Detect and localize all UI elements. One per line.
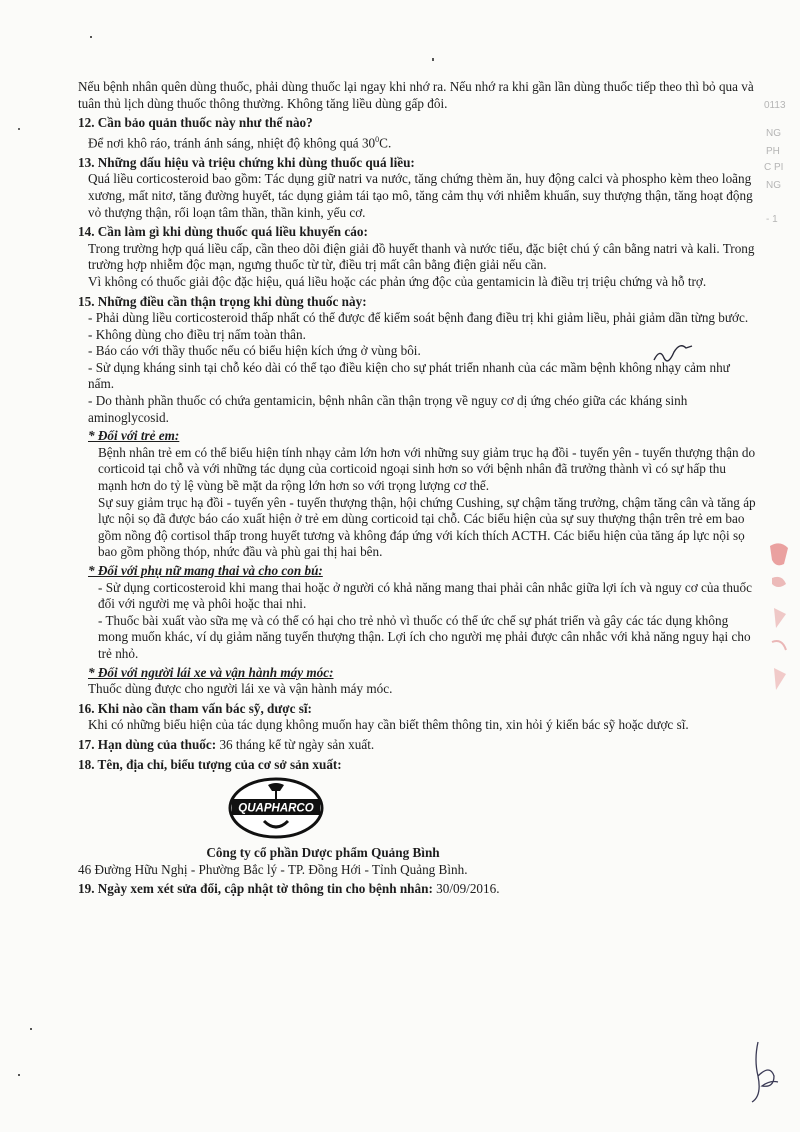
section-12-text: Để nơi khô ráo, tránh ánh sáng, nhiệt độ không quá $30^0C$. xyxy=(88,134,392,151)
section-17-line: 17. Hạn dùng của thuốc: 36 tháng kể từ ngày sản xuất. xyxy=(78,736,375,752)
scan-speck xyxy=(18,128,20,130)
edge-fragment: PH xyxy=(766,146,780,157)
section-16-heading: 16. Khi nào cần tham vấn bác sỹ, dược sĩ: xyxy=(78,700,312,716)
edge-fragment: C PI xyxy=(764,162,784,173)
section-15-heading: 15. Những điều cần thận trọng khi dùng thuốc này: xyxy=(78,293,367,309)
section-19-line: 19. Ngày xem xét sửa đổi, cập nhật tờ thông tin cho bệnh nhân: 30/09/2016. xyxy=(78,881,500,897)
handwritten-signature xyxy=(744,1036,784,1106)
handwritten-initial-mark xyxy=(650,338,696,368)
section-18-heading: 18. Tên, địa chỉ, biểu tượng của cơ sở sản xuất: xyxy=(78,756,342,772)
company-address: 46 Đường Hữu Nghị - Phường Bắc lý - TP. Đồng Hới - Tỉnh Quảng Bình. xyxy=(78,861,468,877)
section-16-text: Khi có những biểu hiện của tác dụng không muốn hay cần biết thêm thông tin, xin hỏi ý kiến bác sỹ hoặc dược sĩ. xyxy=(88,717,689,733)
pregnancy-text-2: - Thuốc bài xuất vào sữa mẹ và có thể có hại cho trẻ nhỏ vì thuốc có thể ức chế sự phát triển và gây các tác dụng không mong muốn khác, ví dụ giảm năng tuyến thượng thận. Lợi ích cho người mẹ phải được cân nhắc với khả năng nguy hại cho trẻ nhỏ. xyxy=(98,612,751,661)
edge-fragment: NG xyxy=(766,128,781,139)
section-14-text-b: Vì không có thuốc giải độc đặc hiệu, quá liều hoặc các phản ứng độc của gentamicin là điều trị triệu chứng và hỗ trợ. xyxy=(88,273,707,289)
section-15-item: - Báo cáo với thầy thuốc nếu có biểu hiện kích ứng ở vùng bôi. xyxy=(88,343,421,359)
section-13-text: Quá liều corticosteroid bao gồm: Tác dụng giữ natri va nước, tăng chứng thèm ăn, huy động calci và phospho kèm theo loãng xương, mất nitơ, tăng đường huyết, tác dụng giảm tái tạo mô, tăng cảm thụ với nhiễm khuẩn, suy thượng thận, tăng hoạt động vỏ thượng thận, rối loạn tâm thần, thần kinh, yếu cơ. xyxy=(88,171,753,220)
manufacturer-logo-area xyxy=(78,777,758,841)
pregnancy-text-1: - Sử dụng corticosteroid khi mang thai hoặc ở người có khả năng mang thai phải cân nhắc giữa lợi ích và nguy cơ của thuốc đối với người mẹ và phôi hoặc thai nhi. xyxy=(98,579,752,612)
forgot-dose-paragraph: Nếu bệnh nhân quên dùng thuốc, phải dùng thuốc lại ngay khi nhớ ra. Nếu nhớ ra khi gần lần dùng thuốc tiếp theo thì bỏ qua và tuân thủ lịch dùng thuốc thông thường. Không tăng liều dùng gấp đôi. xyxy=(78,79,754,111)
section-12-heading: 12. Cần bảo quản thuốc này như thế nào? xyxy=(78,115,313,131)
stamp-fragment xyxy=(764,538,794,698)
section-15-item: - Phải dùng liều corticosteroid thấp nhất có thể được để kiểm soát bệnh đang điều trị khi giảm liều, phải giảm dần từng bước. xyxy=(88,310,749,326)
scan-speck xyxy=(90,36,92,38)
scan-speck xyxy=(432,58,434,61)
children-text-2: Sự suy giảm trục hạ đồi - tuyến yên - tuyến thượng thận, hội chứng Cushing, sự chậm tăng trưởng, chậm tăng cân và tăng áp lực nội sọ đã được báo cáo xuất hiện ở trẻ em dùng corticoid tại chỗ. Các biểu hiện của sự suy thượng thận trên trẻ em bao gồm nồng độ cortisol thấp trong huyết tương và không đáp ứng với kích thích ACTH. Các biểu hiện của tăng áp lực nội sọ bao gồm phồng thóp, nhức đầu và phù gai thị hai bên. xyxy=(98,494,756,560)
section-14-text-a: Trong trường hợp quá liều cấp, cần theo dõi điện giải đồ huyết thanh và nước tiểu, đặc biệt chú ý cân bằng natri và kali. Trong trường hợp nhiễm độc mạn, ngưng thuốc từ từ, điều trị mất cân bằng điện giải nếu cần. xyxy=(88,240,755,273)
scan-speck xyxy=(18,1074,20,1076)
pregnancy-subheading: * Đối với phụ nữ mang thai và cho con bú: xyxy=(88,563,323,579)
section-15-item: - Sử dụng kháng sinh tại chỗ kéo dài có thể tạo điều kiện cho sự phát triển nhanh của các mầm bệnh không nhạy cảm như nấm. xyxy=(88,359,730,392)
logo-text: QUAPHARCO xyxy=(238,802,314,815)
scan-speck xyxy=(30,1028,32,1030)
drivers-text: Thuốc dùng được cho người lái xe và vận hành máy móc. xyxy=(88,681,393,697)
quapharco-logo xyxy=(228,777,324,839)
company-name: Công ty cổ phần Dược phẩm Quảng Bình xyxy=(206,845,440,861)
edge-fragment: NG xyxy=(766,180,781,191)
section-14-heading: 14. Cần làm gì khi dùng thuốc quá liều khuyến cáo: xyxy=(78,224,368,240)
section-13-heading: 13. Những dấu hiệu và triệu chứng khi dùng thuốc quá liều: xyxy=(78,154,415,170)
edge-fragment: - 1 xyxy=(766,214,778,225)
section-15-item: - Do thành phần thuốc có chứa gentamicin, bệnh nhân cần thận trọng về nguy cơ dị ứng chéo giữa các kháng sinh aminoglycosid. xyxy=(88,393,688,425)
edge-fragment: 0113 xyxy=(764,100,786,111)
leaflet-page xyxy=(78,79,758,898)
section-15-item: - Không dùng cho điều trị nấm toàn thân. xyxy=(88,326,306,342)
drivers-subheading: * Đối với người lái xe và vận hành máy móc: xyxy=(88,664,334,680)
children-text-1: Bệnh nhân trẻ em có thể biểu hiện tính nhạy cảm lớn hơn với những suy giảm trục hạ đồi - tuyến yên - tuyến thượng thận do corticoid tại chỗ và với những tác dụng của corticoid ngoại sinh hơn so với bệnh nhân đã trưởng thành vì có sự hấp thu mạnh hơn do tỷ lệ vùng bề mặt da rộng lớn hơn so với trọng lượng cơ thể. xyxy=(98,444,756,494)
children-subheading: * Đối với trẻ em: xyxy=(88,428,180,444)
